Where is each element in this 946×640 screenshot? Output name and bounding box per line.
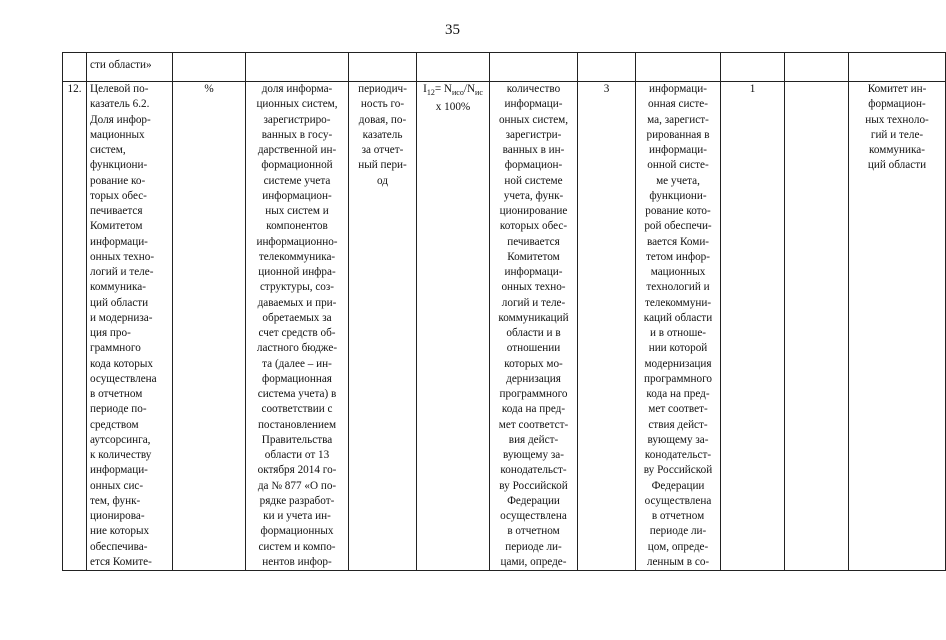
cell-definition — [246, 82, 349, 571]
text-line: Комитет ин- — [867, 83, 927, 95]
text-line: печивается — [507, 235, 560, 248]
cell-method-code: 3 — [578, 82, 636, 571]
text-line: постановлением — [257, 418, 337, 431]
text-line: ных техноло- — [865, 113, 929, 126]
text-line: счет средств об- — [258, 327, 336, 339]
text-line: периодич- — [358, 83, 407, 95]
text-line: коммуника- — [869, 144, 925, 156]
cell-empty — [785, 53, 849, 82]
text-line: тетом инфор- — [646, 250, 710, 263]
text-line: конодательст- — [644, 449, 712, 461]
text-line: информаци- — [649, 83, 707, 95]
text-line: онных систем, — [498, 113, 569, 126]
text-line: ки и учета ин- — [263, 510, 331, 522]
cell-empty — [721, 53, 785, 82]
text-line: ция про- — [90, 327, 131, 339]
text-line: та (далее – ин- — [262, 357, 332, 370]
text-line: доля информа- — [261, 83, 333, 95]
page-number: 35 — [445, 22, 460, 38]
text-line: дарственной ин- — [257, 144, 337, 156]
text-line: онных техно- — [501, 281, 566, 294]
text-line: ние которых — [90, 525, 150, 538]
cell-empty — [636, 53, 721, 82]
text-line: ной системе — [504, 174, 563, 187]
text-line: ластного бюдже- — [256, 342, 338, 355]
text-line: цом, опреде- — [647, 540, 709, 553]
text-line: информацион- — [262, 189, 332, 202]
text-line: технологий и — [646, 281, 710, 294]
text-line: информационно- — [256, 235, 338, 248]
text-line: информаци- — [649, 144, 707, 156]
text-line: рование ко- — [90, 174, 146, 187]
text-line: мационных — [650, 266, 706, 278]
text-line: Федерации — [651, 479, 705, 492]
text-line: зарегистри- — [505, 128, 562, 141]
text-line: информаци- — [504, 266, 563, 278]
text-line: средством — [90, 418, 139, 431]
text-line: ных систем и — [265, 205, 329, 217]
text-line: которых мо- — [504, 357, 563, 370]
text-line: в отчетном — [90, 388, 143, 400]
text-line: к количеству — [90, 449, 152, 461]
text-line: Комитетом — [507, 250, 560, 263]
text-line: казатель 6.2. — [90, 98, 150, 111]
text-line: которых обес- — [499, 220, 568, 233]
cell-empty — [173, 53, 246, 82]
text-line: коммуника- — [90, 281, 146, 294]
text-line: цами, опреде- — [500, 555, 567, 568]
text-line: ционной инфра- — [258, 266, 336, 278]
text-line: конодательст- — [500, 464, 567, 477]
text-line: обеспечива- — [90, 540, 148, 553]
text-line: формационная — [262, 372, 332, 385]
text-line: компонентов — [266, 220, 328, 233]
text-line: нентов инфор- — [262, 555, 332, 568]
text-line: систем, — [90, 144, 126, 156]
formula-line-2: x 100% — [435, 101, 471, 114]
text-line: граммного — [90, 342, 141, 355]
text-line: ность го- — [360, 98, 405, 111]
text-line: ется Комите- — [90, 555, 152, 568]
cell-row-number: 12. — [63, 82, 87, 571]
text-line: соответствии с — [261, 403, 333, 416]
cell-name-cont: сти области» — [87, 53, 173, 82]
text-line: формацион- — [868, 98, 926, 111]
text-line: логий и теле- — [501, 296, 566, 309]
text-line: зарегистриро- — [263, 113, 331, 126]
text-line: формационной — [261, 159, 333, 172]
text-line: учета, функ- — [503, 189, 564, 202]
text-line: периоде ли- — [649, 525, 707, 538]
continuation-row — [63, 53, 946, 82]
text-line: вующему за- — [647, 433, 709, 446]
cell-unit: % — [173, 82, 246, 571]
text-line: информаци- — [504, 98, 563, 111]
text-line: формационных — [260, 525, 334, 538]
cell-empty — [785, 82, 849, 571]
text-line: ций области — [867, 159, 927, 172]
text-line: периоде ли- — [505, 540, 562, 553]
text-line: осуществлена — [644, 494, 712, 507]
text-line: гий и теле- — [870, 128, 924, 141]
text-line: ме учета, — [656, 174, 700, 187]
text-line: осуществлена — [90, 372, 157, 385]
text-line: онных сис- — [90, 479, 144, 492]
text-line: ствия дейст- — [648, 418, 708, 431]
text-line: од — [377, 174, 388, 187]
text-line: Комитетом — [90, 220, 143, 233]
text-line: Федерации — [507, 494, 560, 507]
cell-num — [63, 53, 87, 82]
text-line: ционирова- — [90, 510, 145, 522]
text-line: казатель — [362, 128, 403, 141]
text-line: осуществлена — [500, 510, 567, 522]
text-line: ву Российской — [643, 464, 713, 477]
text-line: и в отноше- — [649, 327, 707, 339]
text-line: да № 877 «О по- — [257, 479, 337, 492]
text-line: количество — [506, 83, 561, 95]
text-line: ный пери- — [358, 159, 407, 172]
text-line: ционирование — [499, 205, 568, 217]
cell-formula — [417, 82, 490, 571]
table-row — [63, 82, 946, 571]
text-line: систем и компо- — [258, 540, 336, 553]
text-line: нии которой — [648, 342, 708, 355]
text-line: информаци- — [90, 464, 148, 477]
text-line: торых обес- — [90, 189, 147, 202]
text-line: за отчет- — [361, 144, 404, 156]
text-line: онная систе- — [648, 98, 708, 111]
cell-empty — [578, 53, 636, 82]
text-line: программного — [644, 372, 712, 385]
text-line: кода на пред- — [501, 403, 566, 416]
text-line: логий и теле- — [90, 266, 154, 278]
cell-indicator-name — [87, 82, 173, 571]
text-line: модернизация — [644, 357, 712, 370]
cell-basic-indicators — [490, 82, 578, 571]
cell-empty — [490, 53, 578, 82]
text-line: мационных — [90, 128, 145, 141]
text-line: ленным в со- — [646, 555, 710, 568]
text-line: октября 2014 го- — [257, 464, 337, 477]
text-line: коммуникаций — [498, 311, 569, 324]
text-line: даваемых и при- — [257, 296, 337, 309]
cell-periodicity — [349, 82, 417, 571]
text-line: ционных систем, — [256, 98, 338, 111]
text-line: онной систе- — [647, 159, 709, 172]
text-line: вается Коми- — [646, 235, 710, 248]
text-line: формацион- — [504, 159, 563, 172]
text-line: и модерниза- — [90, 311, 153, 324]
text-line: мет соответ- — [648, 403, 708, 416]
text-line: Доля инфор- — [90, 113, 151, 126]
text-line: тем, функ- — [90, 494, 141, 507]
text-line: системе учета — [263, 174, 331, 187]
text-line: рированная в — [646, 128, 710, 141]
text-line: довая, по- — [358, 113, 407, 126]
text-line: функциони- — [649, 189, 707, 202]
text-line: система учета) в — [257, 388, 337, 400]
text-line: отношении — [506, 342, 561, 355]
indicator-table — [62, 52, 946, 571]
text-line: рование кото- — [645, 205, 711, 217]
text-line: вующему за- — [502, 449, 564, 461]
text-line: рядке разработ- — [259, 494, 335, 507]
text-line: дернизация — [506, 372, 561, 385]
text-line: в отчетном — [507, 525, 560, 538]
cell-empty — [246, 53, 349, 82]
text-line: печивается — [90, 205, 143, 217]
cell-empty — [417, 53, 490, 82]
text-line: ванных в госу- — [261, 128, 333, 141]
text-line: онных техно- — [90, 250, 155, 263]
text-line: ций области — [90, 296, 149, 309]
text-line: аутсорсинга, — [90, 433, 151, 446]
text-line: Целевой по- — [90, 83, 149, 95]
text-line: информаци- — [90, 235, 148, 248]
text-line: рой обеспечи- — [644, 220, 712, 233]
cell-empty — [349, 53, 417, 82]
text-line: каций области — [643, 311, 713, 324]
text-line: телекоммуни- — [644, 296, 712, 309]
text-line: в отчетном — [651, 510, 705, 522]
text-line: Правительства — [261, 433, 333, 446]
text-line: кода на пред- — [646, 388, 710, 400]
formula-line: $I_{12}= N_{исо}/N_{ис}$ — [423, 83, 483, 98]
cell-method-code-2: 1 — [721, 82, 785, 571]
text-line: программного — [499, 388, 568, 400]
text-line: кода которых — [90, 357, 153, 370]
cell-empty — [849, 53, 946, 82]
cell-responsible — [849, 82, 946, 571]
text-line: ма, зарегист- — [647, 113, 709, 126]
text-line: ву Российской — [499, 479, 568, 492]
text-line: области от 13 — [264, 449, 330, 461]
text-line: периоде по- — [90, 403, 147, 416]
text-line: вия дейст- — [508, 433, 559, 446]
text-line: области и в — [506, 327, 561, 339]
text-line: функциони- — [90, 159, 148, 172]
cell-population — [636, 82, 721, 571]
text-line: мет соответст- — [498, 418, 569, 431]
text-line: обретаемых за — [262, 311, 332, 324]
text-line: телекоммуника- — [258, 250, 336, 263]
text-line: структуры, соз- — [259, 281, 335, 294]
text-line: ванных в ин- — [502, 144, 565, 156]
